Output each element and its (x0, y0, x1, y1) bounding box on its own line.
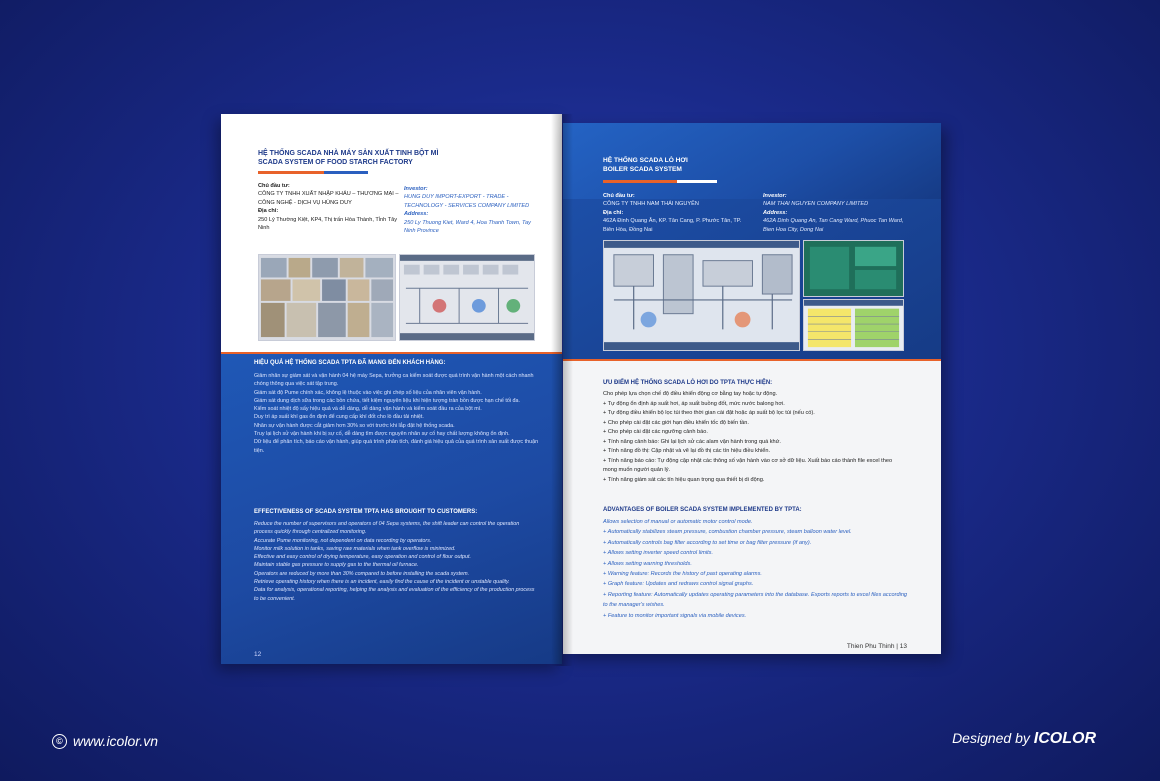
adv-item-en: + Allows setting warning thresholds. (603, 560, 692, 567)
adv-item: + Cho phép cài đặt các ngưỡng cảnh báo. (603, 429, 708, 435)
left-page (221, 114, 562, 664)
effect-item: Dữ liệu để phân tích, báo cáo vận hành, giúp quá trình phân tích, đánh giá hiệu quả của quá trình sản xuất được thuận tiện. (254, 439, 539, 454)
website-credit[interactable] (52, 731, 158, 751)
investor-name: CÔNG TY TNHH NAM THÁI NGUYÊN (603, 201, 699, 208)
investor-label: Chủ đầu tư: (258, 183, 290, 189)
address-label-en: Address: (404, 211, 429, 218)
effect-item-en: Monitor milk solution in tanks, saving raw materials when tank overflow is minimized. (254, 545, 456, 552)
left-page-heading (258, 149, 438, 174)
adv-item-en: + Automatically stabilizes steam pressure, combustion chamber pressure, steam balloon water level. (603, 529, 852, 536)
investor-label: Chủ đầu tư: (603, 193, 635, 199)
effect-item: Giám sát độ Pume chính xác, không lệ thuộc vào việc ghi chép số liệu của nhân viên vận hành. (254, 389, 482, 396)
adv-item-en: + Warning feature: Records the history of past operating alarms. (603, 571, 762, 578)
adv-item-en: + Automatically controls bag filter according to set time or bag filter pressure (if any). (603, 539, 812, 546)
adv-item: + Tính năng báo cáo: Tự động cập nhật các thông số vận hành vào cơ sở dữ liệu. Xuất báo cáo thành file excel theo mong muốn người quản lý. (603, 457, 893, 473)
adv-item: + Tự động điều khiển bộ lọc túi theo thời gian cài đặt hoặc áp suất bộ lọc túi (nếu có). (603, 410, 815, 416)
effect-item-en: Retrieve operating history when there is an incident, easily find the cause of the incident or unstable quality. (254, 579, 510, 586)
website-link[interactable]: www.icolor.vn (73, 733, 159, 749)
effect-item-en: Effective and easy control of drying temperature, easy operation and control of flour output. (254, 554, 471, 561)
effect-list-vi (254, 372, 539, 455)
investor-address-en: 462A Dinh Quang An, Tan Cang Ward, Phuoc Tan Ward, Bien Hoa City, Dong Nai (763, 218, 904, 233)
investor-name: CÔNG TY TNHH XUẤT NHẬP KHẨU – THƯƠNG MẠI – CÔNG NGHỆ - DỊCH VỤ HÙNG DUY (258, 191, 399, 206)
investor-address: 250 Lý Thường Kiệt, KP4, Thị trấn Hòa Thành, Tỉnh Tây Ninh (258, 216, 398, 232)
effect-item: Giảm nhân sự giám sát và vận hành 04 hệ máy Sepa, trưởng ca kiểm soát được quá trình vận hành một cách nhanh chóng thông qua việc sát tập trung. (254, 373, 534, 388)
investor-vi (258, 182, 400, 232)
effect-item-en: Reduce the number of supervisors and operators of 04 Sepa systems, the shift leader can control the operation process quickly through centralized monitoring. (254, 521, 520, 536)
effect-item: Kiểm soát nhiệt độ sấy hiệu quả và dễ dàng, dễ dàng vận hành và kiểm soát đầu ra của bột mì. (254, 406, 482, 413)
boiler-scada-screen (603, 240, 800, 351)
page-number-right: Thien Phu Thinh | 13 (846, 643, 907, 650)
right-title-en: BOILER SCADA SYSTEM (603, 166, 682, 173)
effect-title-vi: HIỆU QUẢ HỆ THỐNG SCADA TPTA ĐÃ MANG ĐẾN KHÁCH HÀNG: (254, 360, 446, 366)
boiler-overview-screen (803, 240, 904, 297)
effect-item-en: Accurate Pume monitoring, not dependent on data recording by operators. (254, 537, 432, 544)
adv-item-en: + Graph feature: Updates and redraws control signal graphs. (603, 581, 754, 588)
left-title-en: SCADA SYSTEM OF FOOD STARCH FACTORY (258, 159, 413, 166)
factory-photo-collage (258, 254, 396, 341)
right-title-vi: HỆ THỐNG SCADA LÒ HƠI (603, 157, 688, 164)
copyright-icon: © (52, 734, 67, 749)
brochure-spread (221, 114, 941, 666)
adv-item: + Tự động ổn định áp suất hơi, áp suất buồng đốt, mức nước balong hơi. (603, 400, 785, 407)
adv-item: + Tính năng giám sát các tín hiệu quan trọng qua thiết bị di động. (603, 476, 765, 483)
adv-title-en: ADVANTAGES OF BOILER SCADA SYSTEM IMPLEMENTED BY TPTA: (603, 507, 802, 513)
effect-item-en: Data for analysis, operational reporting, helping the analysis and evaluation of the efficiency of the production process to be convenient. (254, 587, 535, 602)
starch-scada-screen (399, 254, 535, 341)
boiler-table-screen (803, 299, 904, 351)
adv-title-vi: ƯU ĐIỂM HỆ THỐNG SCADA LÒ HƠI DO TPTA THỰC HIỆN: (603, 380, 773, 386)
effect-item: Truy lại lịch sử vận hành khi bị sự cố, dễ dàng tìm được nguyên nhân sự cố hay chất lượng không ổn định. (254, 431, 510, 438)
effect-item: Duy trì áp suất khí gas ổn định để cung cấp khí đốt cho lò đầu tải nhiệt. (254, 414, 424, 421)
effect-item-en: Maintain stable gas pressure to supply gas to the thermal oil furnace. (254, 562, 419, 569)
right-page (563, 123, 941, 654)
effect-list-en (254, 520, 539, 603)
investor-address: 462A Đinh Quang Ân, KP. Tân Cang, P. Phước Tân, TP. Biên Hòa, Đồng Nai (603, 218, 742, 233)
address-label: Địa chỉ: (603, 209, 624, 216)
heading-underline (603, 180, 717, 183)
investor-en-right (763, 192, 913, 234)
adv-item: + Cho phép cài đặt các giới hạn điều khiển tốc độ biến tần. (603, 419, 749, 426)
adv-item-en: + Reporting feature: Automatically updates operating parameters into the database. Exports reports to excel files according to the manager's wishes. (603, 591, 908, 609)
investor-name-en: NAM THAI NGUYEN COMPANY LIMITED (763, 201, 869, 208)
adv-item: + Tính năng đồ thị: Cập nhật và vẽ lại đồ thị các tín hiệu điều khiển. (603, 448, 771, 454)
investor-vi-right (603, 192, 753, 234)
adv-item-en: + Allows setting inverter speed control limits. (603, 550, 714, 557)
investor-label-en: Investor: (404, 186, 428, 192)
adv-item-en: + Feature to monitor important signals via mobile devices. (603, 612, 747, 619)
adv-item: + Tính năng cảnh báo: Ghi lại lịch sử các alam vận hành trong quá khứ. (603, 438, 781, 445)
section-divider (563, 359, 941, 361)
designed-by-label: Designed by (952, 730, 1030, 746)
effect-title-en: EFFECTIVENESS OF SCADA SYSTEM TPTA HAS BROUGHT TO CUSTOMERS: (254, 509, 478, 515)
effect-item: Nhân sự vận hành được cắt giảm hơn 30% so với trước khi lắp đặt hệ thống scada. (254, 422, 455, 429)
investor-label-en: Investor: (763, 193, 787, 199)
right-header (563, 123, 941, 199)
adv-item: Cho phép lựa chọn chế độ điều khiển động cơ bằng tay hoặc tự động. (603, 391, 778, 397)
adv-list-vi (603, 390, 903, 485)
adv-item-en: Allows selection of manual or automatic motor control mode. (603, 519, 753, 525)
left-blue-panel (221, 352, 562, 664)
effect-item: Giám sát dung dịch sữa trong các bồn chứa, tiết kiệm nguyên liệu khi hiện tượng tràn bồn được hạn chế tối đa. (254, 397, 521, 404)
address-label-en: Address: (763, 209, 788, 216)
brand-name: ICOLOR (1033, 730, 1096, 747)
designer-credit (952, 730, 1096, 748)
heading-underline (258, 171, 368, 174)
investor-address-en: 250 Ly Thuong Kiet, Ward 4, Hoa Thanh Town, Tay Ninh Province (404, 219, 531, 235)
investor-en (404, 185, 539, 235)
right-title (603, 156, 688, 174)
investor-name-en: HUNG DUY IMPORT-EXPORT - TRADE - TECHNOLOGY - SERVICES COMPANY LIMITED (404, 194, 530, 209)
adv-list-en (603, 517, 913, 621)
effect-item-en: Operators are reduced by more than 30% compared to before installing the scada system. (254, 570, 470, 577)
left-title-vi: HỆ THỐNG SCADA NHÀ MÁY SẢN XUẤT TINH BỘT MÌ (258, 150, 439, 157)
page-number-left: 12 (254, 651, 262, 658)
address-label: Địa chỉ: (258, 208, 279, 215)
brochure-spine (551, 114, 573, 666)
